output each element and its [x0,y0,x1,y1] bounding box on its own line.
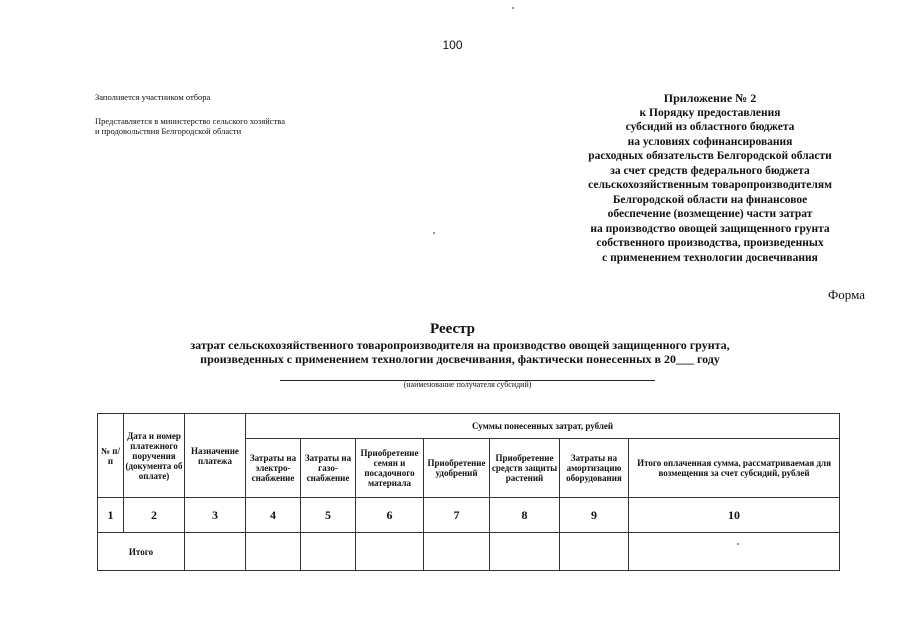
total-cell [356,533,424,571]
header-total-reimbursable: Итого оплаченная сумма, рассматриваемая для возмещения за счет субсидий, рублей [629,439,840,498]
column-number: 6 [356,498,424,533]
header-seeds: Приобретение семян и посадочного материала [356,439,424,498]
total-cell [629,533,840,571]
appendix-line: на условиях софинансирования [627,135,793,148]
appendix-title: Приложение № 2 [663,91,757,105]
appendix-line: обеспечение (возмещение) части затрат [607,208,813,220]
total-cell [560,533,629,571]
header-no: № п/п [98,414,124,498]
total-label: Итого [98,533,185,571]
total-cell [490,533,560,571]
form-label: Форма [828,287,865,302]
appendix-line: к Порядку предоставления [639,106,781,119]
header-gas: Затраты на газо-снабжение [301,439,356,498]
header-payment-date: Дата и номер платежного поручения (документа об оплате) [124,414,185,498]
appendix-line: сельскохозяйственным товаропроизводителям [588,179,832,191]
header-costs-group: Суммы понесенных затрат, рублей [246,414,840,439]
column-number: 10 [629,498,840,533]
column-number: 4 [246,498,301,533]
appendix-header [560,91,860,265]
column-number: 1 [98,498,124,533]
page-number: 100 [442,38,463,52]
appendix-line: Белгородской области на финансовое [612,193,808,206]
header-plant-protection: Приобретение средств защиты растений [490,439,560,498]
scan-speck [433,232,435,234]
column-numbers-row [98,498,840,533]
left-notes [95,92,285,136]
recipient-caption: (наименование получателя субсидий) [403,380,532,389]
registry-subtitle-line: затрат сельскохозяйственного товаропроизводителя на производство овощей защищенного грунта, [190,338,730,352]
total-cell [185,533,246,571]
scan-speck [512,7,514,9]
appendix-line: за счет средств федерального бюджета [610,164,810,177]
total-cell [301,533,356,571]
scan-speck [737,543,739,545]
registry-title: Реестр [429,321,475,337]
registry-subtitle [150,338,770,366]
table-header-row [98,414,840,439]
column-number: 2 [124,498,185,533]
appendix-line: с применением технологии досвечивания [602,251,818,264]
note-submitted-to-2: и продовольствия Белгородской области [95,126,242,136]
note-submitted-to: Представляется в министерство сельского хозяйства [95,116,285,126]
appendix-line: на производство овощей защищенного грунта [590,222,830,235]
header-purpose: Назначение платежа [185,414,246,498]
column-number: 5 [301,498,356,533]
total-row [98,533,840,571]
appendix-line: расходных обязательств Белгородской области [588,150,832,162]
registry-subtitle-line: произведенных с применением технологии досвечивания, фактически понесенных в 20___ году [200,352,720,366]
header-depreciation: Затраты на амортизацию оборудования [560,439,629,498]
total-cell [424,533,490,571]
appendix-line: собственного производства, произведенных [596,237,824,249]
header-electricity: Затраты на электро-снабжение [246,439,301,498]
column-number: 7 [424,498,490,533]
column-number: 9 [560,498,629,533]
column-number: 3 [185,498,246,533]
column-number: 8 [490,498,560,533]
total-cell [246,533,301,571]
note-filled-by: Заполняется участником отбора [95,92,211,102]
appendix-line: субсидий из областного бюджета [625,121,795,133]
registry-table [97,413,840,571]
header-fertilizers: Приобретение удобрений [424,439,490,498]
